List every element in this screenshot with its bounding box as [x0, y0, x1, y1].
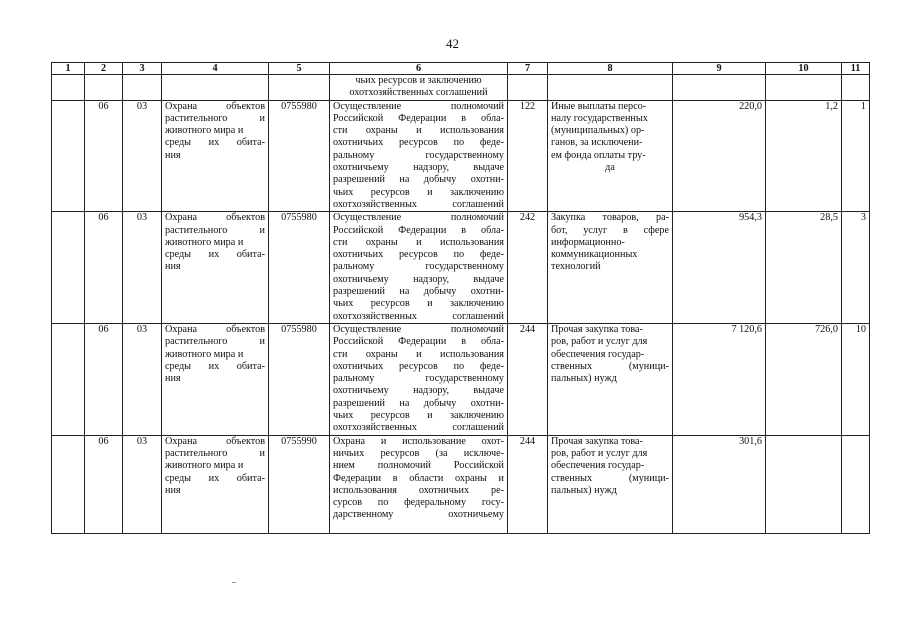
purpose-cell	[330, 435, 508, 533]
text-line: обеспечения государ-	[551, 348, 645, 360]
header-row	[52, 63, 870, 75]
text-line: животного мира и	[165, 125, 244, 137]
text-line: ния	[165, 484, 181, 496]
count-cell: 1	[842, 100, 870, 212]
text-line: Охрана объектов	[165, 212, 265, 224]
text-line: Российской Федерации в обла-	[333, 336, 504, 348]
section-code-cell: 06	[85, 323, 123, 435]
purpose-cell	[330, 323, 508, 435]
name-cell	[162, 435, 269, 533]
text-line: охотхозяйственных соглашений	[333, 198, 504, 210]
text-line: сти охраны и использования	[333, 348, 504, 360]
text-line: среды их обита-	[165, 249, 265, 261]
table-row-continuation	[52, 75, 870, 101]
text-line: ем фонда оплаты тру-	[551, 149, 646, 161]
table-row	[52, 435, 870, 533]
count-cell: 3	[842, 212, 870, 324]
text-line: Охрана и использование охот-	[333, 435, 504, 447]
text-line: среды их обита-	[165, 137, 265, 149]
text-line: сти охраны и использования	[333, 125, 504, 137]
text-line: животного мира и	[165, 236, 244, 248]
amount-cell: 301,6	[673, 435, 766, 533]
text-line: охотничьих ресурсов по феде-	[333, 137, 504, 149]
name-cell	[162, 323, 269, 435]
text-line: охотхозяйственных соглашений	[333, 310, 504, 322]
text-line: Прочая закупка това-	[551, 323, 643, 335]
text-line: растительного и	[165, 447, 265, 459]
expense-name-cell	[548, 212, 673, 324]
text-line: охотничьих ресурсов по феде-	[333, 249, 504, 261]
text-line: растительного и	[165, 336, 265, 348]
text-line: ственных (муници-	[551, 472, 669, 484]
text-line: среды их обита-	[165, 360, 265, 372]
text-line: пальных) нужд	[551, 484, 617, 496]
text-line: пальных) нужд	[551, 373, 617, 385]
col-header-10: 10	[766, 63, 842, 75]
section-code-cell: 06	[85, 100, 123, 212]
col-header-1: 1	[52, 63, 85, 75]
text-line: Охрана объектов	[165, 323, 265, 335]
text-line: (муниципальных) ор-	[551, 125, 645, 137]
text-line: ния	[165, 261, 181, 273]
text-line: ганов, за исключени-	[551, 137, 643, 149]
text-line: налу государственных	[551, 112, 648, 124]
text-line: ственных (муници-	[551, 360, 669, 372]
count-cell: 10	[842, 323, 870, 435]
expense-type-cell: 244	[508, 435, 548, 533]
col-header-4: 4	[162, 63, 269, 75]
text-line: растительного и	[165, 224, 265, 236]
subsection-code-cell: 03	[123, 323, 162, 435]
text-line: ров, работ и услуг для	[551, 336, 648, 348]
col-header-6: 6	[330, 63, 508, 75]
text-line: чьих ресурсов и заключению	[333, 186, 504, 198]
text-line: охотничьему надзору, выдаче	[333, 273, 504, 285]
amount-cell	[766, 435, 842, 533]
col-header-3: 3	[123, 63, 162, 75]
expense-type-cell: 244	[508, 323, 548, 435]
text-line: чьих ресурсов и заключению	[333, 410, 504, 422]
expense-type-cell: 122	[508, 100, 548, 212]
expense-type-cell: 242	[508, 212, 548, 324]
text-line: Осуществление полномочий	[333, 212, 504, 224]
name-cell	[162, 100, 269, 212]
text-line: Осуществление полномочий	[333, 323, 504, 335]
text-line: чьих ресурсов и заключению	[355, 75, 482, 86]
text-line: сурсов по федеральному госу-	[333, 497, 504, 509]
text-line: среды их обита-	[165, 472, 265, 484]
col-header-9: 9	[673, 63, 766, 75]
page-number: 42	[446, 36, 459, 51]
expense-name-cell	[548, 323, 673, 435]
text-line: технологий	[551, 261, 601, 273]
text-line: Российской Федерации в обла-	[333, 112, 504, 124]
subsection-code-cell: 03	[123, 435, 162, 533]
text-line: Охрана объектов	[165, 100, 265, 112]
text-line: Федерации в области охраны и	[333, 472, 504, 484]
purpose-cell	[330, 100, 508, 212]
text-line: животного мира и	[165, 348, 244, 360]
target-code-cell: 0755990	[269, 435, 330, 533]
col-header-2: 2	[85, 63, 123, 75]
amount-cell: 954,3	[673, 212, 766, 324]
count-cell	[842, 435, 870, 533]
text-line: дарственному охотничьему	[333, 509, 504, 521]
target-code-cell: 0755980	[269, 100, 330, 212]
text-line: ральному государственному	[333, 373, 504, 385]
text-line: разрешений на добычу охотни-	[333, 397, 504, 409]
expense-name-cell	[548, 100, 673, 212]
amount-cell: 28,5	[766, 212, 842, 324]
col-header-7: 7	[508, 63, 548, 75]
text-line: Закупка товаров, ра-	[551, 212, 669, 224]
expense-name-cell	[548, 435, 673, 533]
amount-cell: 726,0	[766, 323, 842, 435]
col-header-8: 8	[548, 63, 673, 75]
text-line: Иные выплаты персо-	[551, 100, 647, 112]
amount-cell: 1,2	[766, 100, 842, 212]
text-line: ния	[165, 149, 181, 161]
target-code-cell: 0755980	[269, 212, 330, 324]
name-cell	[162, 212, 269, 324]
table-row	[52, 100, 870, 212]
text-line: ров, работ и услуг для	[551, 447, 648, 459]
text-line: коммуникационных	[551, 249, 638, 261]
amount-cell: 7 120,6	[673, 323, 766, 435]
text-line: информационно-	[551, 236, 625, 248]
text-line: нием полномочий Российской	[333, 460, 504, 472]
text-line: охотхозяйственных соглашений	[333, 422, 504, 434]
purpose-cell	[330, 75, 508, 101]
text-line: обеспечения государ-	[551, 460, 645, 472]
text-line: разрешений на добычу охотни-	[333, 174, 504, 186]
text-line: животного мира и	[165, 460, 244, 472]
amount-cell: 220,0	[673, 100, 766, 212]
target-code-cell: 0755980	[269, 323, 330, 435]
text-line: Осуществление полномочий	[333, 100, 504, 112]
budget-table	[51, 62, 870, 534]
text-line: ральному государственному	[333, 261, 504, 273]
text-line: Прочая закупка това-	[551, 435, 643, 447]
scan-speck	[232, 582, 236, 583]
text-line: растительного и	[165, 112, 265, 124]
text-line: бот, услуг в сфере	[551, 224, 669, 236]
text-line: чьих ресурсов и заключению	[333, 298, 504, 310]
text-line: ния	[165, 373, 181, 385]
purpose-cell	[330, 212, 508, 324]
subsection-code-cell: 03	[123, 100, 162, 212]
text-line: ничьих ресурсов (за исключе-	[333, 447, 504, 459]
text-line: охотничьему надзору, выдаче	[333, 162, 504, 174]
section-code-cell: 06	[85, 435, 123, 533]
text-line: ральному государственному	[333, 149, 504, 161]
text-line: Российской Федерации в обла-	[333, 224, 504, 236]
table-row	[52, 323, 870, 435]
text-line: использования охотничьих ре-	[333, 484, 504, 496]
subsection-code-cell: 03	[123, 212, 162, 324]
col-header-11: 11	[842, 63, 870, 75]
text-line: охотхозяйственных соглашений	[349, 87, 488, 99]
text-line: охотничьих ресурсов по феде-	[333, 360, 504, 372]
table-row	[52, 212, 870, 324]
text-line: разрешений на добычу охотни-	[333, 286, 504, 298]
col-header-5: 5	[269, 63, 330, 75]
text-line: Охрана объектов	[165, 435, 265, 447]
text-line: охотничьему надзору, выдаче	[333, 385, 504, 397]
text-line: да	[605, 162, 615, 174]
text-line: сти охраны и использования	[333, 236, 504, 248]
section-code-cell: 06	[85, 212, 123, 324]
